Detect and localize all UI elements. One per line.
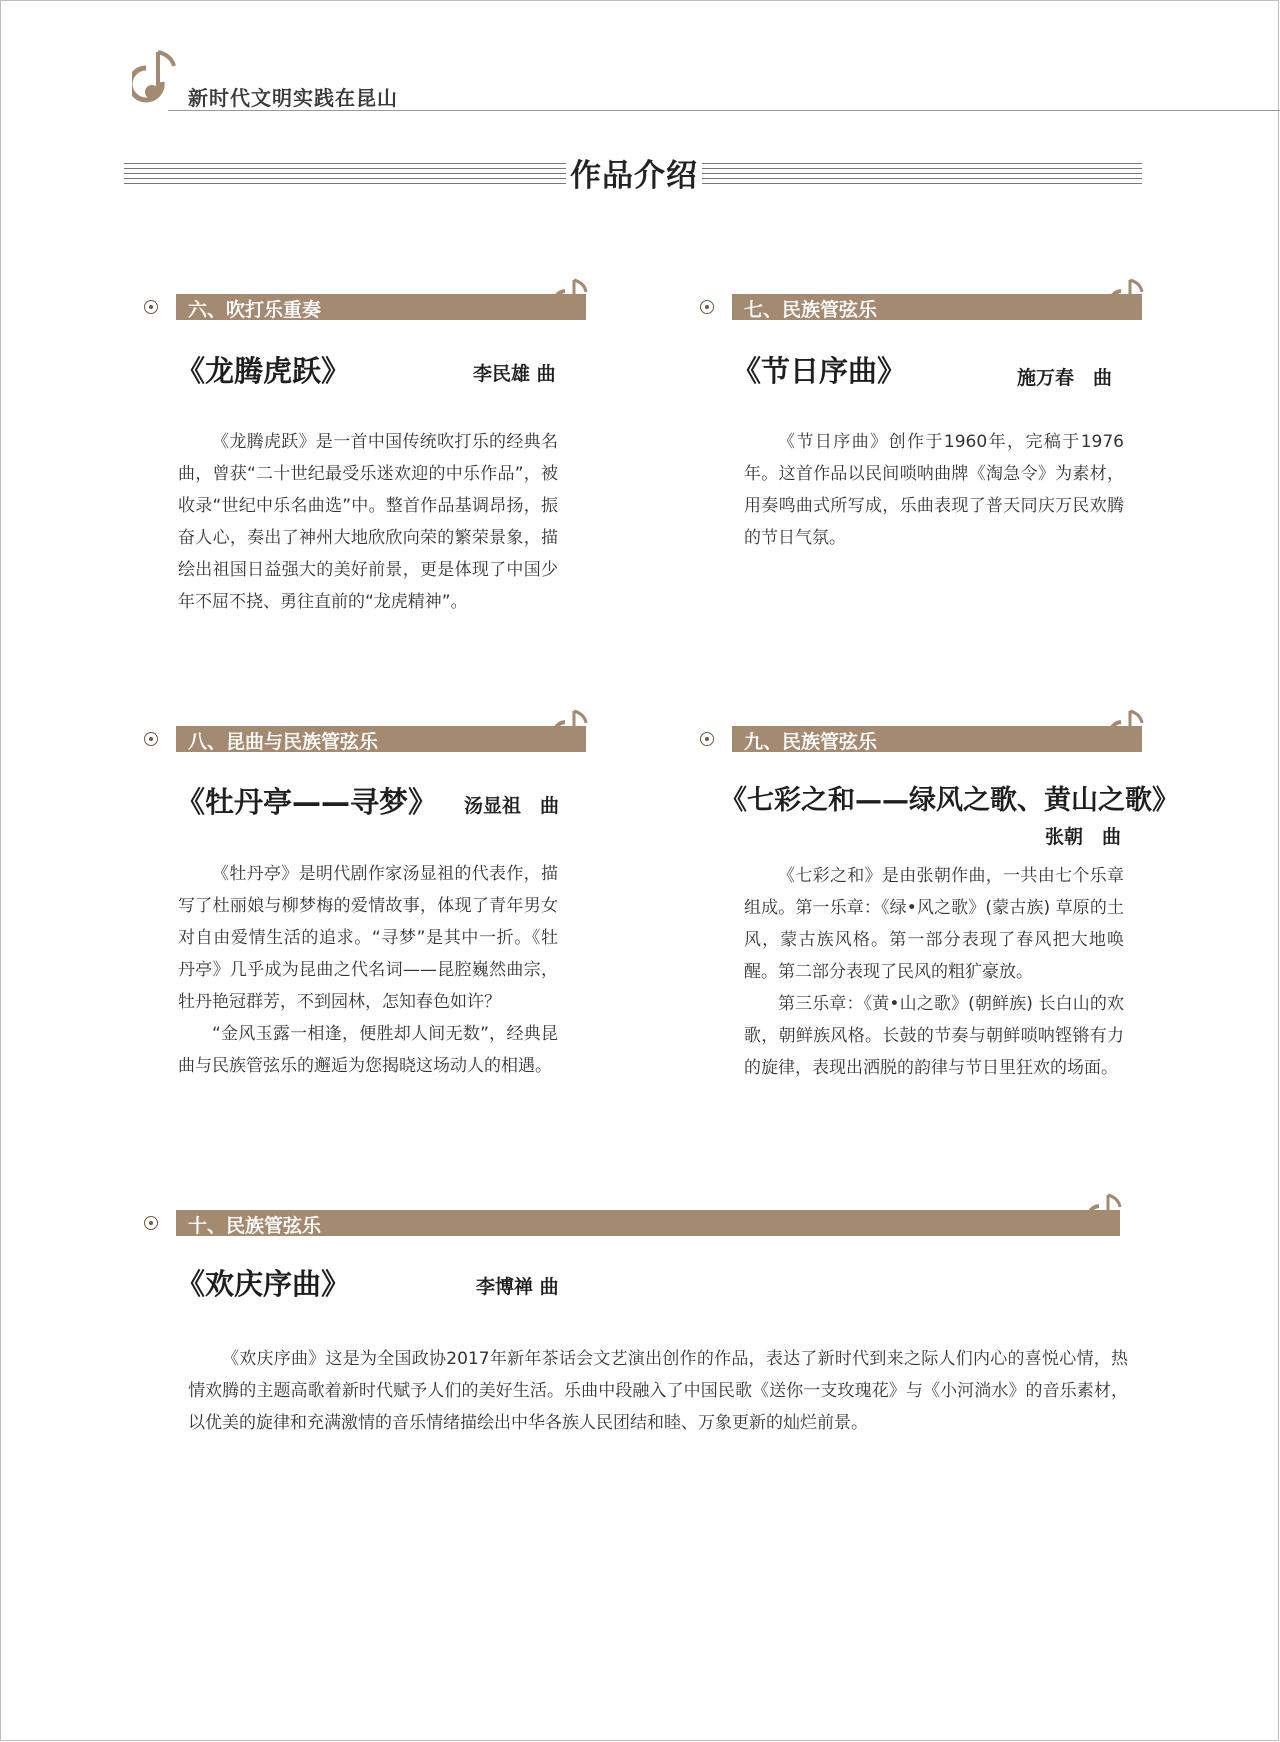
section-bar: [176, 294, 586, 320]
section-label: 八、昆曲与民族管弦乐: [188, 731, 379, 753]
target-bullet-icon: [144, 732, 158, 746]
music-note-icon: [1110, 278, 1144, 322]
section-label: 七、民族管弦乐: [744, 299, 878, 321]
composer-name: 李博禅 曲: [476, 1276, 559, 1298]
paragraph: 《节日序曲》创作于1960年，完稿于1976年。这首作品以民间唢呐曲牌《淘急令》为素材，用奏鸣曲式所写成，乐曲表现了普天同庆万民欢腾的节日气氛。: [744, 432, 1124, 548]
section-label: 十、民族管弦乐: [188, 1215, 322, 1237]
section-bar: [176, 726, 586, 752]
header-rule: [168, 110, 1280, 111]
section-body: [744, 860, 1124, 1084]
staff-lines-right: [702, 160, 1142, 186]
music-note-icon: [1088, 1193, 1122, 1237]
target-bullet-icon: [144, 300, 158, 314]
composer-name: 施万春 曲: [1017, 367, 1113, 389]
paragraph: 《牡丹亭》是明代剧作家汤显祖的代表作，描写了杜丽娘与柳梦梅的爱情故事，体现了青年男女对自由爱情生活的追求。“寻梦”是其中一折。《牡丹亭》几乎成为昆曲之代名词——昆腔巍然曲宗，牡丹艳冠群芳，不到园林，怎知春色如许？: [178, 864, 558, 1012]
music-note-icon: [554, 709, 588, 753]
work-title: 《节日序曲》: [732, 354, 907, 388]
section-bar: [176, 1210, 1120, 1236]
composer-name: 汤显祖 曲: [464, 795, 560, 817]
section-label: 六、吹打乐重奏: [188, 299, 322, 321]
section-body: [178, 858, 558, 1082]
staff-lines-left: [124, 160, 566, 186]
music-note-icon: [554, 278, 588, 322]
paragraph: 《欢庆序曲》这是为全国政协2017年新年茶话会文艺演出创作的作品，表达了新时代到来之际人们内心的喜悦心情，热情欢腾的主题高歌着新时代赋予人们的美好生活。乐曲中段融入了中国民歌《送你一支玫瑰花》与《小河淌水》的音乐素材，以优美的旋律和充满激情的音乐情绪描绘出中华各族人民团结和睦、万象更新的灿烂前景。: [188, 1349, 1128, 1433]
work-title: 《龙腾虎跃》: [176, 354, 351, 388]
section-bar: [732, 294, 1142, 320]
music-note-logo-icon: [132, 48, 182, 114]
work-title: 《牡丹亭——寻梦》: [176, 785, 438, 819]
header-title: 新时代文明实践在昆山: [188, 86, 398, 110]
composer-name: 张朝 曲: [1045, 826, 1122, 848]
section-label: 九、民族管弦乐: [744, 731, 878, 753]
section-body: [178, 426, 558, 618]
section-body: [188, 1343, 1128, 1439]
music-note-icon: [1110, 709, 1144, 753]
target-bullet-icon: [700, 300, 714, 314]
work-title: 《欢庆序曲》: [176, 1267, 351, 1301]
page-title: 作品介绍: [570, 158, 698, 194]
work-title: 《七彩之和——绿风之歌、黄山之歌》: [720, 785, 1179, 816]
paragraph: “金风玉露一相逢，便胜却人间无数”，经典昆曲与民族管弦乐的邂逅为您揭晓这场动人的相遇。: [178, 1024, 558, 1076]
section-bar: [732, 726, 1142, 752]
paragraph: 《龙腾虎跃》是一首中国传统吹打乐的经典名曲，曾获“二十世纪最受乐迷欢迎的中乐作品”，被收录“世纪中乐名曲选”中。整首作品基调昂扬，振奋人心，奏出了神州大地欣欣向荣的繁荣景象，描绘出祖国日益强大的美好前景，更是体现了中国少年不屈不挠、勇往直前的“龙虎精神”。: [178, 432, 558, 612]
target-bullet-icon: [700, 732, 714, 746]
paragraph: 第三乐章：《黄•山之歌》(朝鲜族) 长白山的欢歌，朝鲜族风格。长鼓的节奏与朝鲜唢呐铿锵有力的旋律，表现出洒脱的韵律与节日里狂欢的场面。: [744, 994, 1124, 1078]
composer-name: 李民雄 曲: [473, 363, 556, 385]
paragraph: 《七彩之和》是由张朝作曲，一共由七个乐章组成。第一乐章：《绿•风之歌》(蒙古族) 草原的土风，蒙古族风格。第一部分表现了春风把大地唤醒。第二部分表现了民风的粗犷豪放。: [744, 866, 1124, 982]
section-body: [744, 426, 1124, 554]
target-bullet-icon: [144, 1216, 158, 1230]
